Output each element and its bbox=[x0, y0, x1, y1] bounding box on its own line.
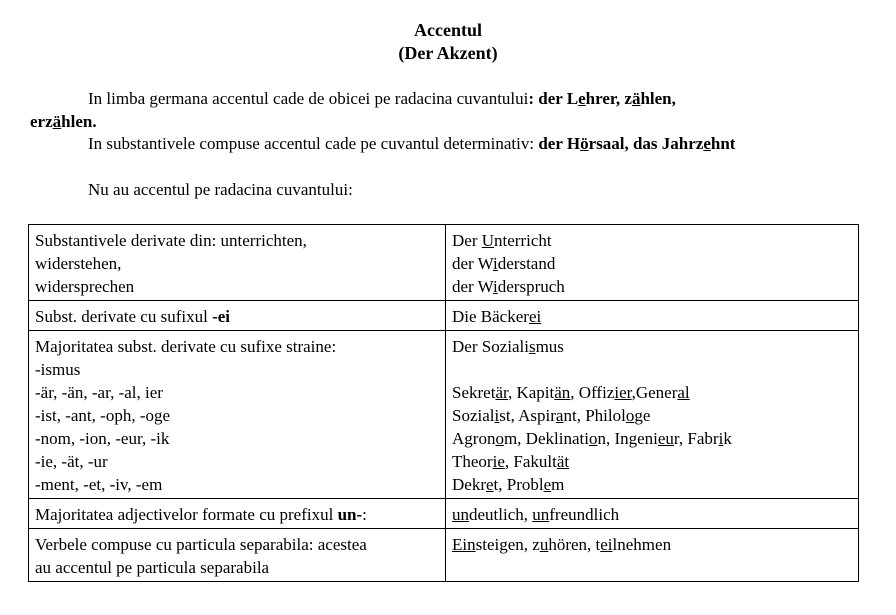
cell-line: Der Unterricht bbox=[452, 231, 552, 250]
cell-line: Der Sozialismus bbox=[452, 337, 564, 356]
rule-description-cell bbox=[29, 331, 446, 499]
table-row bbox=[29, 499, 859, 529]
rule-description-cell bbox=[29, 301, 446, 331]
table-row bbox=[29, 301, 859, 331]
cell-line: -är, -än, -ar, -al, ier bbox=[35, 383, 163, 402]
cell-line: Einsteigen, zuhören, teilnehmen bbox=[452, 535, 672, 554]
cell-line: Verbele compuse cu particula separabila: acestea bbox=[35, 535, 367, 554]
cell-line: Majoritatea adjectivelor formate cu prefixul un-: bbox=[35, 505, 367, 524]
table-row bbox=[29, 225, 859, 301]
intro-paragraph-2: In substantivele compuse accentul cade pe cuvantul determinativ: der Hörsaal, das Jahrzehnt bbox=[88, 134, 736, 153]
cell-line: widersprechen bbox=[35, 277, 135, 296]
cell-line: -ie, -ät, -ur bbox=[35, 452, 108, 471]
cell-line: Subst. derivate cu sufixul -ei bbox=[35, 307, 230, 326]
intro-paragraph-3: Nu au accentul pe radacina cuvantului: bbox=[88, 180, 353, 199]
rule-description-cell bbox=[29, 529, 446, 582]
cell-line: Sozialist, Aspirant, Philologe bbox=[452, 406, 651, 425]
cell-line: -ist, -ant, -oph, -oge bbox=[35, 406, 171, 425]
cell-line: Agronom, Deklination, Ingenieur, Fabrik bbox=[452, 429, 732, 448]
page-title: Accentul bbox=[414, 20, 482, 40]
cell-line: Theorie, Fakultät bbox=[452, 452, 570, 471]
rule-description-cell bbox=[29, 225, 446, 301]
rule-description-cell bbox=[29, 499, 446, 529]
intro-paragraph-1: In limba germana accentul cade de obicei pe radacina cuvantului: der Lehrer, zählen, bbox=[88, 89, 676, 108]
intro-examples-1: der Lehrer, zählen, bbox=[538, 89, 676, 108]
cell-line: Sekretär, Kapitän, Offizier,General bbox=[452, 383, 690, 402]
cell-line: der Widerstand bbox=[452, 254, 556, 273]
examples-cell bbox=[446, 301, 859, 331]
cell-line: widerstehen, bbox=[35, 254, 122, 273]
cell-line: Majoritatea subst. derivate cu sufixe straine: bbox=[35, 337, 337, 356]
page-subtitle: (Der Akzent) bbox=[398, 43, 498, 63]
cell-line: undeutlich, unfreundlich bbox=[452, 505, 620, 524]
examples-cell bbox=[446, 331, 859, 499]
cell-line: -ismus bbox=[35, 360, 81, 379]
table-row bbox=[29, 529, 859, 582]
cell-line: Substantivele derivate din: unterrichten, bbox=[35, 231, 307, 250]
cell-line: der Widerspruch bbox=[452, 277, 565, 296]
examples-cell bbox=[446, 529, 859, 582]
cell-line: -ment, -et, -iv, -em bbox=[35, 475, 163, 494]
accent-rules-table bbox=[28, 224, 859, 582]
intro-examples-2: der Hörsaal, das Jahrzehnt bbox=[538, 134, 736, 153]
examples-cell bbox=[446, 499, 859, 529]
cell-line bbox=[452, 358, 852, 381]
intro-paragraph-1-continued: erzählen. bbox=[30, 112, 97, 131]
cell-line: Dekret, Problem bbox=[452, 475, 565, 494]
table-row bbox=[29, 331, 859, 499]
cell-line: au accentul pe particula separabila bbox=[35, 558, 270, 577]
examples-cell bbox=[446, 225, 859, 301]
cell-line: -nom, -ion, -eur, -ik bbox=[35, 429, 170, 448]
cell-line: Die Bäckerei bbox=[452, 307, 542, 326]
